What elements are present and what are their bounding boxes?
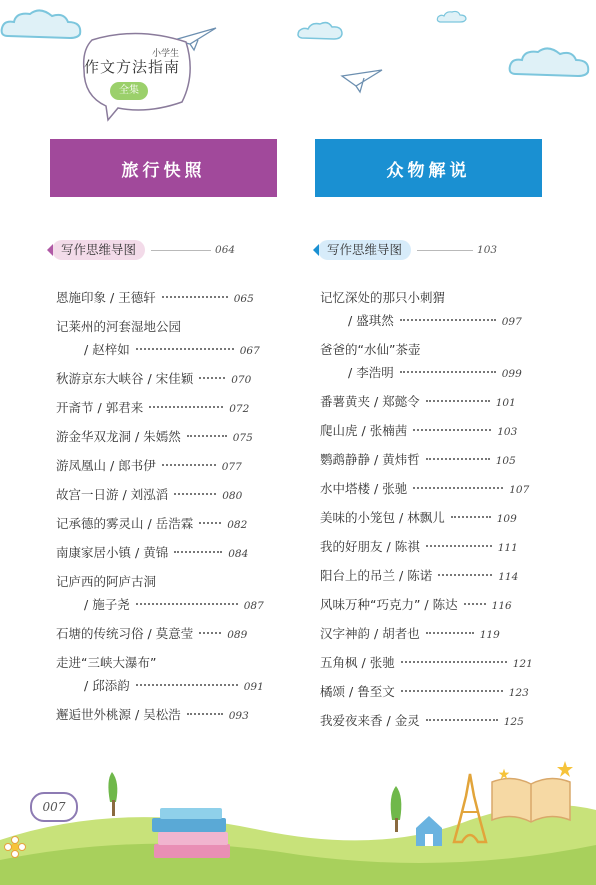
entry-author: 张驰 [369,655,395,670]
toc-entry[interactable]: 恩施印象 / 王德轩 065 [56,290,254,305]
toc-entry-title-line[interactable] [56,317,181,337]
leader-dots [187,713,223,715]
toc-entry[interactable]: 游凤凰山 / 郎书伊 077 [56,458,242,473]
entry-page: 099 [501,368,522,380]
toc-entry[interactable]: 秋游京东大峡谷 / 宋佳颖 070 [56,371,252,386]
entry-page: 084 [228,548,249,560]
entry-author: 赵梓如 [92,342,130,357]
toc-entry[interactable]: 南康家居小镇 / 黄锦 084 [56,545,249,560]
entry-author: 陈达 [432,597,458,612]
entry-title: 水中塔楼 [320,481,371,496]
right-mindmap-tag [318,240,411,260]
left-mindmap-tag [52,240,145,260]
entry-title: 爸爸的“水仙”茶壶 [320,342,421,357]
toc-entry-title-line[interactable] [320,340,420,360]
entry-page: 093 [228,710,249,722]
star-icon [556,760,574,778]
toc-entry[interactable]: 汉字神韵 / 胡者也 119 [320,626,500,641]
entry-author: 郎书伊 [118,458,156,473]
leader-dots [426,400,490,402]
leader-dots [199,632,221,634]
entry-author: 黄炜哲 [382,452,420,467]
entry-page: 103 [497,426,518,438]
house-icon [412,812,446,848]
toc-entry[interactable]: 五角枫 / 张驰 121 [320,655,533,670]
toc-entry[interactable]: 游金华双龙洞 / 朱嫣然 075 [56,429,253,444]
leader-dots [199,522,221,524]
entry-author: 张楠茜 [369,423,408,438]
toc-entry[interactable]: 水中塔楼 / 张驰 107 [320,481,530,496]
left-section-header: 旅行快照 [50,139,277,197]
entry-author: 林飘儿 [407,510,445,525]
toc-entry[interactable]: 开斋节 / 郭君来 072 [56,400,250,415]
entry-author: 郑懿令 [382,394,420,409]
leader-dots [149,406,223,408]
entry-page: 111 [497,542,518,554]
entry-title: 开斋节 [56,400,94,415]
entry-page: 123 [508,687,529,699]
entry-page: 105 [495,455,516,467]
right-section-header: 众物解说 [315,139,542,197]
entry-author: 宋佳颖 [155,371,194,386]
toc-entry[interactable]: 邂逅世外桃源 / 吴松浩 093 [56,707,249,722]
leader-dots [464,603,486,605]
entry-title: 记忆深处的那只小刺猬 [320,290,446,305]
entry-author: 施子尧 [92,597,130,612]
entry-page: 116 [491,600,512,612]
leader-dots [426,719,498,721]
leader-dots [401,661,507,663]
entry-page: 065 [233,293,254,305]
entry-page: 101 [495,397,516,409]
entry-author: 王德轩 [118,290,156,305]
entry-title: 风味万种“巧克力” [320,597,421,612]
entry-title: 故宫一日游 [56,487,119,502]
entry-author: 盛琪然 [356,313,394,328]
entry-title: 石塘的传统习俗 [56,626,144,641]
toc-entry-title-line[interactable] [320,288,445,308]
entry-title: 邂逅世外桃源 [56,707,132,722]
entry-title: 记莱州的河套湿地公园 [56,319,182,334]
entry-page: 072 [229,403,250,415]
toc-entry-title-line[interactable] [56,572,156,592]
toc-entry[interactable]: 橘颂 / 鲁至文 123 [320,684,529,699]
right-mindmap-heading [318,240,497,260]
entry-author: 张驰 [382,481,408,496]
left-mindmap-label: 写作思维导图 [61,242,137,257]
cloud-decoration [436,10,468,24]
entry-author: 刘泓滔 [130,487,169,502]
entry-title: 我爱夜来香 [320,713,383,728]
leader-dots [162,464,216,466]
logo-title: 作文方法指南 [84,58,181,76]
toc-entry[interactable]: 美味的小笼包 / 林飘儿 109 [320,510,517,525]
toc-entry[interactable]: 故宫一日游 / 刘泓滔 080 [56,487,243,502]
entry-author: 鲁至文 [357,684,395,699]
entry-page: 091 [243,681,264,693]
leader-dots [413,487,503,489]
entry-page: 107 [509,484,530,496]
entry-page: 125 [503,716,524,728]
right-mindmap-label: 写作思维导图 [327,242,403,257]
leader-dots [426,545,492,547]
logo-small-text: 小学生 [152,49,180,59]
entry-title: 阳台上的吊兰 [320,568,396,583]
entry-title: 游凤凰山 [56,458,107,473]
leader-dots [400,371,496,373]
entry-page: 070 [231,374,252,386]
toc-entry[interactable]: 石塘的传统习俗 / 莫意莹 089 [56,626,248,641]
entry-title: 番薯黄夹 [320,394,371,409]
entry-title: 恩施印象 [56,290,107,305]
entry-title: 记承德的雾灵山 [56,516,144,531]
toc-entry[interactable]: 鹦鹉静静 / 黄炜哲 105 [320,452,516,467]
right-mindmap-page: 103 [477,244,498,256]
entry-page: 089 [227,629,248,641]
entry-author: 陈诺 [407,568,433,583]
entry-title: 美味的小笼包 [320,510,396,525]
leader-dots [199,377,225,379]
entry-page: 075 [232,432,253,444]
star-icon [498,768,510,780]
entry-title: 记庐西的阿庐古洞 [56,574,157,589]
triangle-icon [313,244,319,256]
entry-author: 莫意莹 [155,626,194,641]
entry-page: 119 [479,629,500,641]
leader-dots [426,458,490,460]
toc-entry[interactable]: 爬山虎 / 张楠茜 103 [320,423,518,438]
leader-dots [162,296,228,298]
toc-entry[interactable]: 番薯黄夹 / 郑懿令 101 [320,394,516,409]
entry-page: 077 [221,461,242,473]
cloud-decoration [0,8,86,42]
leader-dots [174,551,222,553]
entry-title: 汉字神韵 [320,626,371,641]
leader-dots [401,690,503,692]
leader-dots [136,603,238,605]
toc-entry[interactable]: / 李浩明 099 [348,365,522,380]
entry-author: 陈祺 [394,539,420,554]
entry-title: 我的好朋友 [320,539,383,554]
entry-author: 黄锦 [143,545,169,560]
eiffel-tower-icon [452,772,488,844]
entry-page: 080 [222,490,243,502]
entry-author: 岳浩霖 [155,516,194,531]
toc-entry[interactable]: 我的好朋友 / 陈祺 111 [320,539,518,554]
flower-icon [4,836,26,858]
leader-dots [174,493,216,495]
entry-author: 吴松浩 [143,707,181,722]
toc-entry[interactable]: / 盛琪然 097 [348,313,522,328]
toc-entry[interactable]: 我爱夜来香 / 金灵 125 [320,713,524,728]
entry-title: 走进“三峡大瀑布” [56,655,157,670]
entry-author: 李浩明 [356,365,394,380]
leader-dots [438,574,492,576]
leader-dots [426,632,474,634]
leader-dots [187,435,227,437]
toc-entry-title-line[interactable] [56,653,156,673]
entry-author: 金灵 [394,713,420,728]
entry-author: 郭君来 [105,400,144,415]
entry-title: 游金华双龙洞 [56,429,132,444]
entry-title: 五角枫 [320,655,358,670]
divider-line [151,250,211,251]
entry-page: 109 [496,513,517,525]
books-stack-icon [150,806,234,862]
toc-entry[interactable]: 阳台上的吊兰 / 陈诺 114 [320,568,519,583]
toc-entry[interactable]: 风味万种“巧克力” / 陈达 116 [320,597,512,612]
entry-title: 南康家居小镇 [56,545,132,560]
toc-entry[interactable]: / 邱添韵 091 [84,678,264,693]
entry-page: 097 [501,316,522,328]
divider-line [417,250,473,251]
toc-entry[interactable]: 记承德的雾灵山 / 岳浩霖 082 [56,516,248,531]
entry-page: 114 [498,571,519,583]
entry-page: 121 [512,658,533,670]
page-number: 007 [30,792,78,822]
entry-author: 朱嫣然 [143,429,181,444]
triangle-icon [47,244,53,256]
book-logo [78,36,198,116]
entry-author: 邱添韵 [92,678,130,693]
entry-page: 087 [243,600,264,612]
toc-entry[interactable]: / 施子尧 087 [84,597,264,612]
entry-page: 082 [227,519,248,531]
leader-dots [136,348,234,350]
cloud-decoration [296,20,346,42]
entry-author: 胡者也 [382,626,420,641]
left-mindmap-page: 064 [215,244,236,256]
paper-plane-icon [340,66,384,94]
toc-entry[interactable]: / 赵梓如 067 [84,342,260,357]
leader-dots [400,319,496,321]
left-mindmap-heading [52,240,235,260]
cloud-decoration [508,44,592,80]
leader-dots [136,684,238,686]
leader-dots [413,429,491,431]
entry-title: 橘颂 [320,684,346,699]
entry-page: 067 [239,345,260,357]
logo-badge: 全集 [110,82,148,100]
leader-dots [451,516,491,518]
entry-title: 爬山虎 [320,423,358,438]
entry-title: 秋游京东大峡谷 [56,371,144,386]
entry-title: 鹦鹉静静 [320,452,371,467]
